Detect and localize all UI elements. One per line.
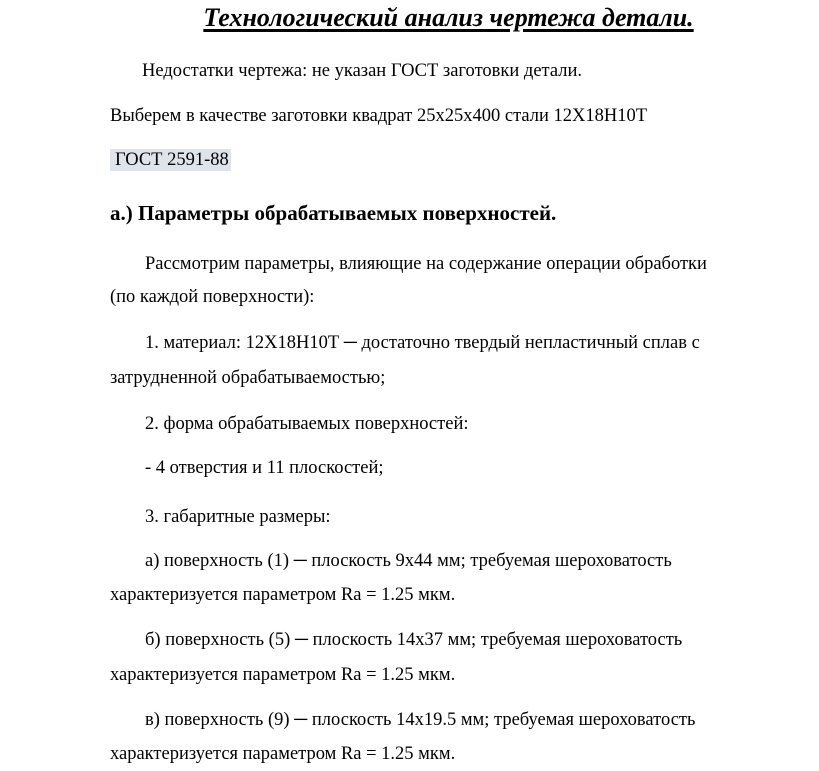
text-line: в) поверхность (9) ─ плоскость 14х19.5 мм; требуемая шероховатость (145, 710, 696, 730)
text-line: - 4 отверстия и 11 плоскостей; (145, 458, 384, 478)
highlighted-text: ГОСТ 2591-88 (110, 149, 231, 171)
title-text: Технологический анализ чертежа детали. (203, 3, 694, 32)
text-line: б) поверхность (5) ─ плоскость 14х37 мм; требуемая шероховатость (145, 630, 683, 650)
text-line: характеризуется параметром Ra = 1.25 мкм. (110, 744, 456, 764)
text-line: характеризуется параметром Ra = 1.25 мкм. (110, 665, 456, 685)
text-line: 1. материал: 12Х18Н10Т ─ достаточно твердый непластичный сплав с (145, 333, 700, 353)
text-line: характеризуется параметром Ra = 1.25 мкм. (110, 585, 456, 605)
text-line: затрудненной обрабатываемостью; (110, 368, 386, 388)
text-line: Рассмотрим параметры, влияющие на содержание операции обработки (145, 254, 707, 274)
gost-reference (110, 149, 231, 171)
text-line: а) поверхность (1) ─ плоскость 9х44 мм; требуемая шероховатость (145, 551, 672, 571)
text-line: 3. габаритные размеры: (145, 507, 331, 527)
paragraph-blank-choice: Выберем в качестве заготовки квадрат 25х25х400 стали 12Х18Н10Т (110, 106, 648, 126)
text-line: (по каждой поверхности): (110, 287, 315, 307)
paragraph-drawbacks: Недостатки чертежа: не указан ГОСТ заготовки детали. (142, 61, 582, 81)
document-title (0, 3, 819, 33)
section-heading: а.) Параметры обрабатываемых поверхностей. (110, 201, 557, 225)
text-line: 2. форма обрабатываемых поверхностей: (145, 414, 469, 434)
